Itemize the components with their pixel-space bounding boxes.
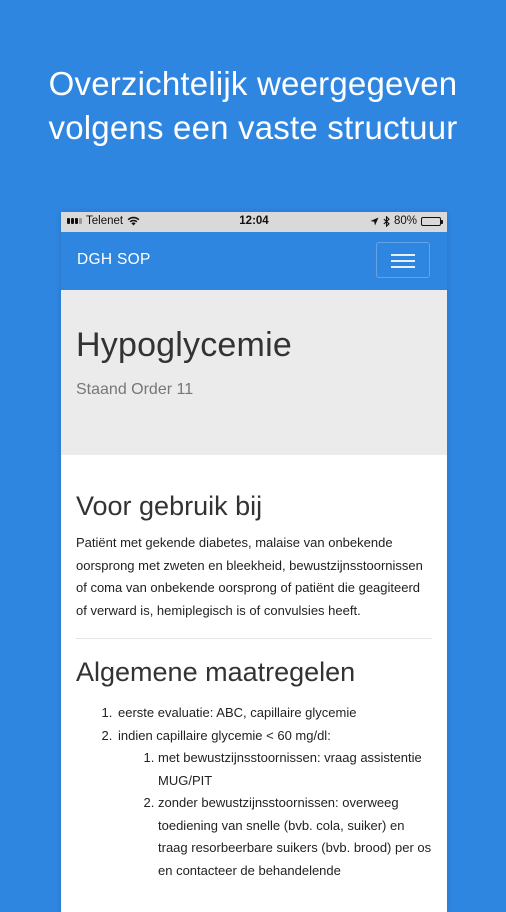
- bluetooth-icon: [383, 216, 390, 227]
- promo-headline-line1: Overzichtelijk weergegeven: [48, 65, 458, 102]
- section-heading-usage: Voor gebruik bij: [76, 491, 263, 521]
- list-item-text: eerste evaluatie: ABC, capillaire glycemie: [118, 705, 357, 720]
- promo-headline: [0, 62, 506, 150]
- list-item: [116, 702, 432, 725]
- carrier-name: Telenet: [86, 215, 124, 227]
- measures-sublist: [118, 747, 432, 882]
- phone-screen: [61, 212, 447, 912]
- status-bar: [61, 212, 447, 232]
- sublist-item: [158, 792, 432, 882]
- page-subtitle: Staand Order 11: [76, 381, 194, 398]
- page-title: Hypoglycemie: [76, 326, 292, 364]
- usage-body-text: Patiënt met gekende diabetes, malaise van onbekende oorsprong met zweten en bleekheid, bewustzijnsstoornissen of coma van onbekende oorsprong of patiënt die geagiteerd of verward is, hemiplegisch is of convulsies heeft.: [76, 535, 423, 618]
- location-arrow-icon: [370, 217, 379, 226]
- measures-list: [76, 702, 432, 882]
- promo-headline-line2: volgens een vaste structuur: [48, 109, 458, 146]
- section-heading-measures: Algemene maatregelen: [76, 657, 356, 687]
- page-header: [61, 290, 447, 455]
- navbar-brand[interactable]: DGH SOP: [77, 251, 151, 268]
- sublist-item-text: zonder bewustzijnsstoornissen: overweeg toediening van snelle (bvb. cola, suiker) en traag resorbeerbare suikers (bvb. brood) per os en contacteer de behandelende: [158, 795, 432, 878]
- list-item-text: indien capillaire glycemie < 60 mg/dl:: [118, 727, 331, 743]
- status-time: 12:04: [239, 215, 269, 227]
- navbar: [61, 232, 447, 290]
- sublist-item-text: met bewustzijnsstoornissen: vraag assistentie MUG/PIT: [158, 750, 422, 788]
- main-content: [61, 455, 447, 882]
- section-usage: [76, 455, 432, 622]
- sublist-item: [158, 747, 432, 792]
- battery-icon: [421, 217, 441, 226]
- section-measures: [76, 639, 432, 882]
- battery-percentage: 80%: [393, 215, 417, 227]
- list-item: [116, 725, 432, 883]
- hamburger-menu-icon[interactable]: [376, 242, 430, 278]
